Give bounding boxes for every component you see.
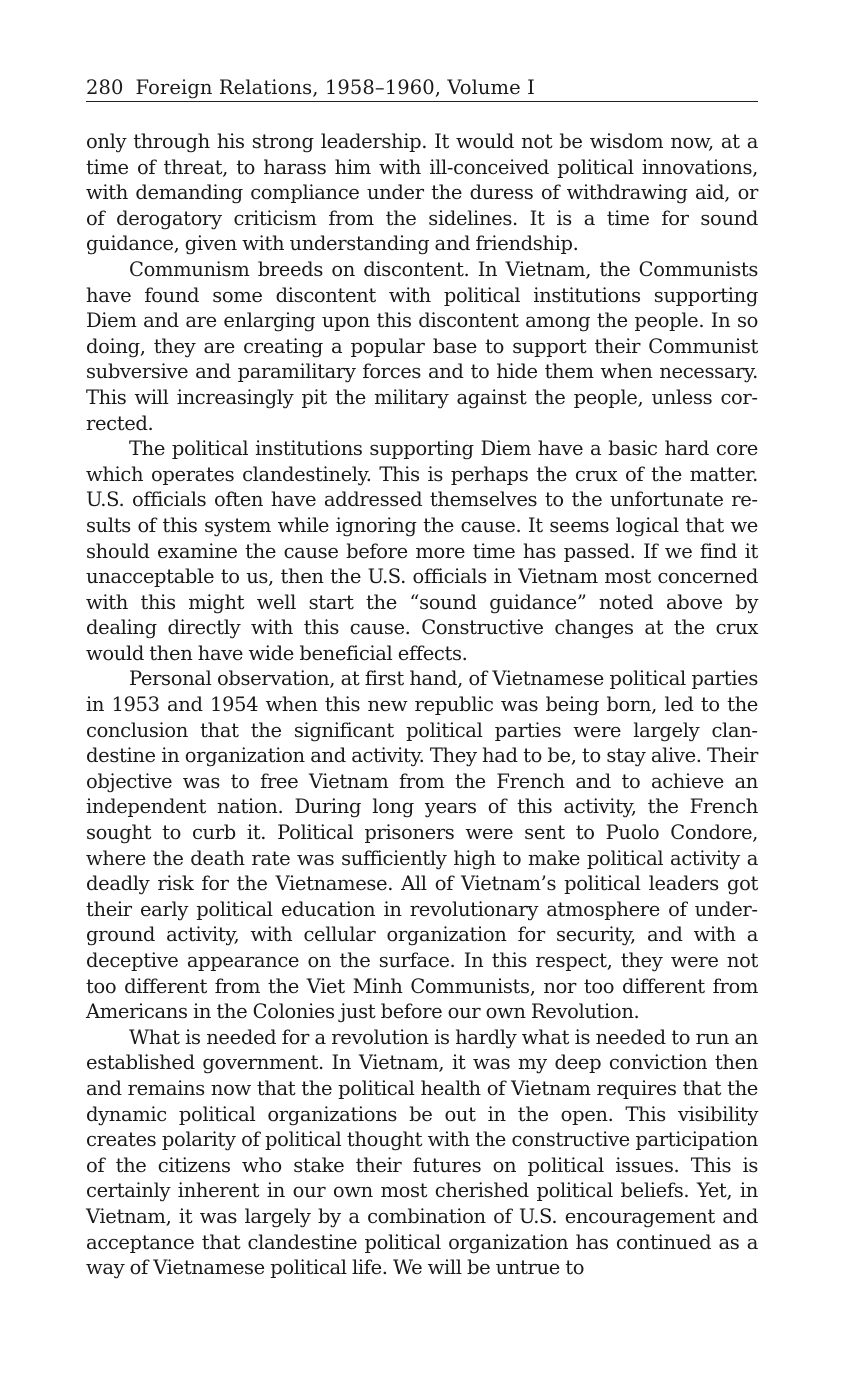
paragraph-continuation: only through his strong leadership. It would not be wisdom now, at a time of threat, to harass him with ill-conceived political innovations, with demanding compliance under the duress of withdrawing aid, or of derogatory criticism from the sidelines. It is a time for sound guidance, given with understanding and friendship. xyxy=(86,130,758,256)
document-page xyxy=(86,76,758,1281)
paragraph: What is needed for a revolution is hardly what is needed to run an established government. In Vietnam, it was my deep conviction then and remains now that the political health of Vietnam requires that the dynamic political organizations be out in the open. This visibility creates polarity of political thought with the constructive participation of the citizens who stake their futures on political issues. This is certainly inherent in our own most cherished political beliefs. Yet, in Vietnam, it was largely by a combination of U.S. encouragement and acceptance that clandestine political organization has continued as a way of Vietnamese political life. We will be untrue to xyxy=(86,1025,758,1280)
paragraph: Communism breeds on discontent. In Vietnam, the Communists have found some discontent with political institutions supporting Diem and are enlarging upon this discontent among the people. In so doing, they are creating a popular base to support their Communist subversive and paramilitary forces and to hide them when necessary. This will increasingly pit the military against the people, unless corrected. xyxy=(86,257,758,435)
body-text xyxy=(86,129,758,1281)
page-number: 280 xyxy=(86,76,124,99)
volume-title: Foreign Relations, 1958–1960, Volume I xyxy=(135,76,535,99)
paragraph: The political institutions supporting Diem have a basic hard core which operates clandestinely. This is perhaps the crux of the matter. U.S. officials often have addressed themselves to the unfortunate results of this system while ignoring the cause. It seems logical that we should examine the cause before more time has passed. If we find it unacceptable to us, then the U.S. officials in Vietnam most concerned with this might well start the “sound guidance” noted above by dealing directly with this cause. Constructive changes at the crux would then have wide beneficial effects. xyxy=(86,437,758,665)
paragraph: Personal observation, at first hand, of Vietnamese political parties in 1953 and 1954 when this new republic was being born, led to the conclusion that the significant political parties were largely clandestine in organization and activity. They had to be, to stay alive. Their objective was to free Vietnam from the French and to achieve an independent nation. During long years of this activity, the French sought to curb it. Political prisoners were sent to Puolo Condore, where the death rate was sufficiently high to make political activity a deadly risk for the Vietnamese. All of Vietnam’s political leaders got their early political education in revolutionary atmosphere of underground activity, with cellular organization for security, and with a deceptive appearance on the surface. In this respect, they were not too different from the Viet Minh Communists, nor too different from Americans in the Colonies just before our own Revolution. xyxy=(86,667,758,1024)
running-header xyxy=(86,76,758,102)
